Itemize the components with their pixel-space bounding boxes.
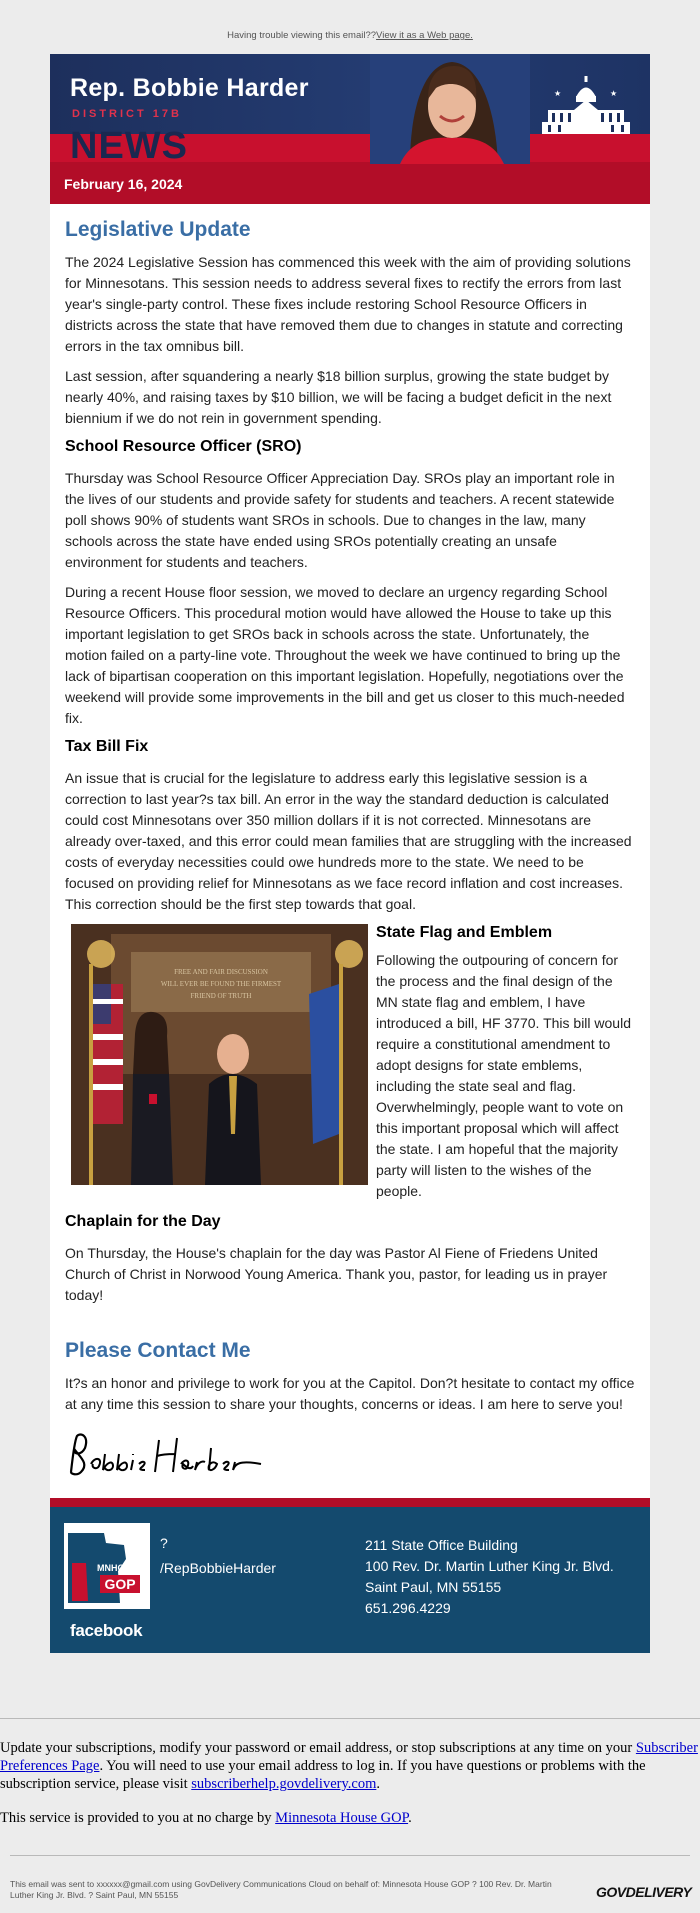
svg-text:WILL EVER BE FOUND THE FIRMEST: WILL EVER BE FOUND THE FIRMEST <box>160 980 282 988</box>
issue-date: February 16, 2024 <box>64 176 183 192</box>
capitol-group-photo <box>71 924 368 1185</box>
subscription-text <box>0 1739 700 1793</box>
contact-footer <box>50 1507 650 1653</box>
svg-text:★: ★ <box>554 89 562 98</box>
newsletter-container <box>50 54 650 1653</box>
contact-paragraph: It?s an honor and privilege to work for you at the Capitol. Don?t hesitate to contact my office at any time this session to share your thoughts, concerns or ideas. I am here to serve you! <box>65 1375 635 1412</box>
chaplain-paragraph: On Thursday, the House's chaplain for the day was Pastor Al Fiene of Friedens United Church of Christ in Norwood Young America. Thank you, pastor, for leading us in prayer today! <box>65 1245 608 1303</box>
flag-paragraph: Following the outpouring of concern for the process and the final design of the MN state flag and emblem, I have introduced a bill, HF 3770. This bill would require a constitutional amendment to adopt designs for state emblems, including the state seal and flag. Overwhelmingly, people want to vote on this important proposal which will affect the state. I am hopeful that the majority party will listen to the wishes of the people. <box>376 952 631 1199</box>
subscriber-preferences-link[interactable]: Subscriber Preferences Page <box>0 1740 698 1774</box>
subscription-text-1: Update your subscriptions, modify your password or email address, or stop subscriptions at any time on your <box>0 1740 636 1756</box>
subscription-text-3: . <box>376 1776 380 1792</box>
address-line-1: 211 State Office Building <box>365 1537 518 1553</box>
representative-name: Rep. Bobbie Harder <box>70 74 309 102</box>
provider-text <box>0 1809 700 1827</box>
footer-question-mark: ? <box>160 1535 168 1551</box>
news-wordmark: NEWS <box>70 125 188 167</box>
district-label: DISTRICT 17B <box>72 108 182 120</box>
sro-paragraph-2: During a recent House floor session, we moved to declare an urgency regarding School Resource Officers. This procedural motion would have allowed the House to take up this important legislation to get SROs back in schools across the state. Unfortunately, the motion failed on a party-line vote. Throughout the week we have continued to bring up the lack of bipartisan cooperation on this important legislation. Hopefully, negotiations over the weekend will provide some improvements in the bill and get us closer to this much-needed fix. <box>65 584 625 726</box>
subscription-footer <box>0 1718 700 1856</box>
sro-paragraph-1: Thursday was School Resource Officer Appreciation Day. SROs play an important role in the lives of our students and provide safety for students and teachers. A recent statewide poll shows 90% of students want SROs in schools. Due to changes in the law, many schools across the state have ended using SROs potentially creating an unsafe environment for students and teachers. <box>65 470 615 570</box>
legislative-paragraph-1: The 2024 Legislative Session has commenced this week with the aim of providing solutions for Minnesotans. This session needs to address several fixes to rectify the errors from last year's single-party control. These fixes include restoring School Resource Officers in districts across the state that have removed them due to changes in statute and correcting errors in the tax omnibus bill. <box>65 254 631 354</box>
flag-text-column <box>376 924 635 1202</box>
svg-text:FRIEND OF TRUTH: FRIEND OF TRUTH <box>190 992 252 1000</box>
provider-text-2: . <box>408 1810 412 1826</box>
facebook-handle-link[interactable]: /RepBobbieHarder <box>160 1560 276 1576</box>
subscriber-help-link[interactable]: subscriberhelp.govdelivery.com <box>191 1776 377 1792</box>
divider-top <box>0 1718 700 1719</box>
svg-text:★: ★ <box>610 89 618 98</box>
section-title-legislative: Legislative Update <box>65 218 251 241</box>
legal-notice: This email was sent to xxxxxx@gmail.com using GovDelivery Communications Cloud on behalf of: Minnesota House GOP ? 100 Rev. Dr. Martin Luther King Jr. Blvd. ? Saint Paul, MN 55155 <box>10 1879 552 1900</box>
preheader-text: Having trouble viewing this email?? <box>227 30 377 41</box>
logo-line-2: GOP <box>104 1576 136 1592</box>
capitol-building-icon <box>538 76 634 138</box>
section-title-chaplain: Chaplain for the Day <box>65 1213 221 1230</box>
govdelivery-logo[interactable]: GOVDELIVERY <box>596 1884 692 1900</box>
section-spacer <box>65 1315 635 1339</box>
footer-accent-line <box>50 1498 650 1507</box>
office-phone: 651.296.4229 <box>365 1600 451 1616</box>
view-web-page-link[interactable]: View it as a Web page. <box>376 30 473 41</box>
representative-portrait <box>370 54 530 164</box>
section-title-sro: School Resource Officer (SRO) <box>65 438 302 455</box>
legislative-paragraph-2: Last session, after squandering a nearly $18 billion surplus, growing the state budget by nearly 40%, and raising taxes by $10 billion, we will be facing a budget deficit in the next biennium if we do not rein in government spending. <box>65 368 612 426</box>
office-address <box>365 1535 614 1619</box>
newsletter-header <box>50 54 650 204</box>
svg-text:FREE AND FAIR DISCUSSION: FREE AND FAIR DISCUSSION <box>174 968 268 976</box>
tax-paragraph: An issue that is crucial for the legislature to address early this legislative session is a correction to last year?s tax bill. An error in the way the standard deduction is calculated could cost Minnesotans over 350 million dollars if it is not corrected. Minnesotans are already over-taxed, and this error could mean families that are struggling with the increased costs of everyday necessities could owe hundreds more to the state. We need to be focused on providing relief for Minnesotans as we face record inflation and cost increases. This correction should be the first step towards that goal. <box>65 770 632 912</box>
newsletter-body <box>50 204 650 1484</box>
section-title-contact: Please Contact Me <box>65 1339 251 1362</box>
minnesota-house-gop-link[interactable]: Minnesota House GOP <box>275 1810 409 1826</box>
divider-bottom <box>10 1855 690 1856</box>
mn-house-gop-logo[interactable] <box>64 1523 150 1609</box>
logo-line-1: MNHOUSE <box>96 1563 144 1573</box>
section-title-flag: State Flag and Emblem <box>376 924 553 941</box>
provider-text-1: This service is provided to you at no charge by <box>0 1810 276 1826</box>
flag-section <box>71 924 635 1211</box>
address-line-2: 100 Rev. Dr. Martin Luther King Jr. Blvd. <box>365 1558 614 1574</box>
subscription-text-2: . You will need to use your email address to log in. If you have questions or problems with the subscription service, please visit <box>0 1758 646 1792</box>
preheader <box>0 30 700 41</box>
facebook-icon[interactable]: facebook <box>70 1621 143 1640</box>
address-line-3: Saint Paul, MN 55155 <box>365 1579 502 1595</box>
section-title-tax: Tax Bill Fix <box>65 738 149 755</box>
signature-image <box>63 1424 263 1484</box>
